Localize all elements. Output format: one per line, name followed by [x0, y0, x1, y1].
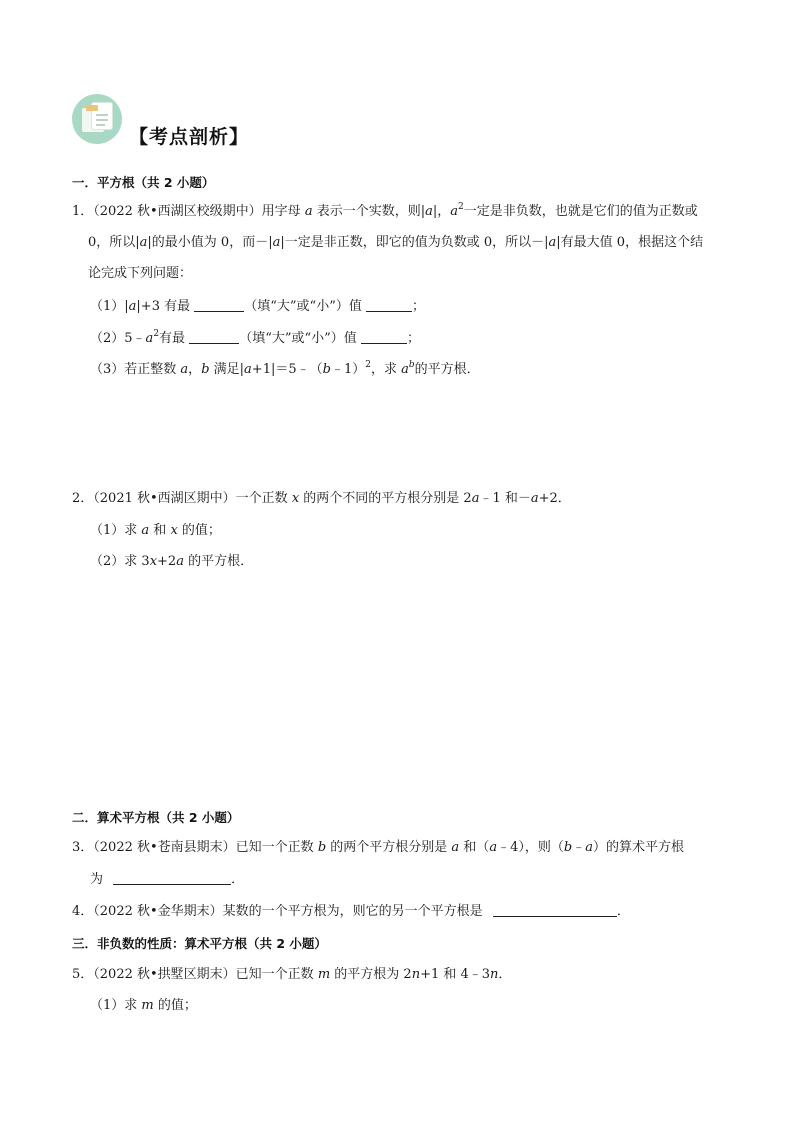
question-2-line-1: 2．（2021 秋•西湖区期中）一个正数 x 的两个不同的平方根分别是 2a﹣1 和－a+2． [72, 491, 571, 506]
question-5-part-1: （1）求 m 的值； [90, 998, 197, 1013]
answer-blank[interactable] [493, 904, 617, 917]
section-title: 二．算术平方根（共 2 小题） [72, 810, 240, 825]
question-5-line-1: 5．（2022 秋•拱墅区期末）已知一个正数 m 的平方根为 2n+1 和 4﹣3n． [72, 967, 512, 982]
question-1-line-2: 0，所以|a|的最小值为 0，而－|a|一定是非正数，即它的值为负数或 0，所以－|a|有最大值 0，根据这个结 [88, 235, 704, 250]
notes-icon [72, 94, 122, 144]
page-title: 【考点剖析】 [129, 126, 250, 148]
question-1-line-3: 论完成下列问题： [88, 266, 193, 281]
question-1-part-2: $(2)5﹣a^2$有最 （填“大”或“小”）值 ； [90, 329, 420, 346]
answer-blank[interactable] [361, 331, 407, 344]
answer-blank[interactable] [366, 299, 412, 312]
answer-blank[interactable] [189, 331, 239, 344]
question-3-line-1: 3．（2022 秋•苍南县期末）已知一个正数 b 的两个平方根分别是 a 和（a﹣4），则（b﹣a）的算术平方根 [72, 840, 684, 855]
section-title: 一．平方根（共 2 小题） [72, 175, 215, 190]
question-4: 4．（2022 秋•金华期末）某数的一个平方根为，则它的另一个平方根是 ． [72, 904, 630, 919]
question-3-line-2: 为 ． [90, 872, 245, 887]
question-1-part-3: （3）若正整数 a，b 满足|a+1|＝5﹣（b﹣1）$^2$，求 $a^b$的平方根． [90, 360, 480, 377]
section-title: 三．非负数的性质：算术平方根（共 2 小题） [72, 936, 327, 951]
question-1-part-1: （1）|a|+3 有最 （填“大”或“小”）值 ； [90, 299, 425, 314]
answer-blank[interactable] [113, 872, 231, 885]
question-2-part-1: （1）求 a 和 x 的值； [90, 523, 221, 538]
answer-blank[interactable] [194, 299, 244, 312]
question-2-part-2: （2）求 3x+2a 的平方根． [90, 554, 254, 569]
question-1-line-1: 1．（2022 秋•西湖区校级期中）用字母 a 表示一个实数，则|a|，$a^2$一定是非负数，也就是它们的值为正数或 [72, 202, 698, 219]
